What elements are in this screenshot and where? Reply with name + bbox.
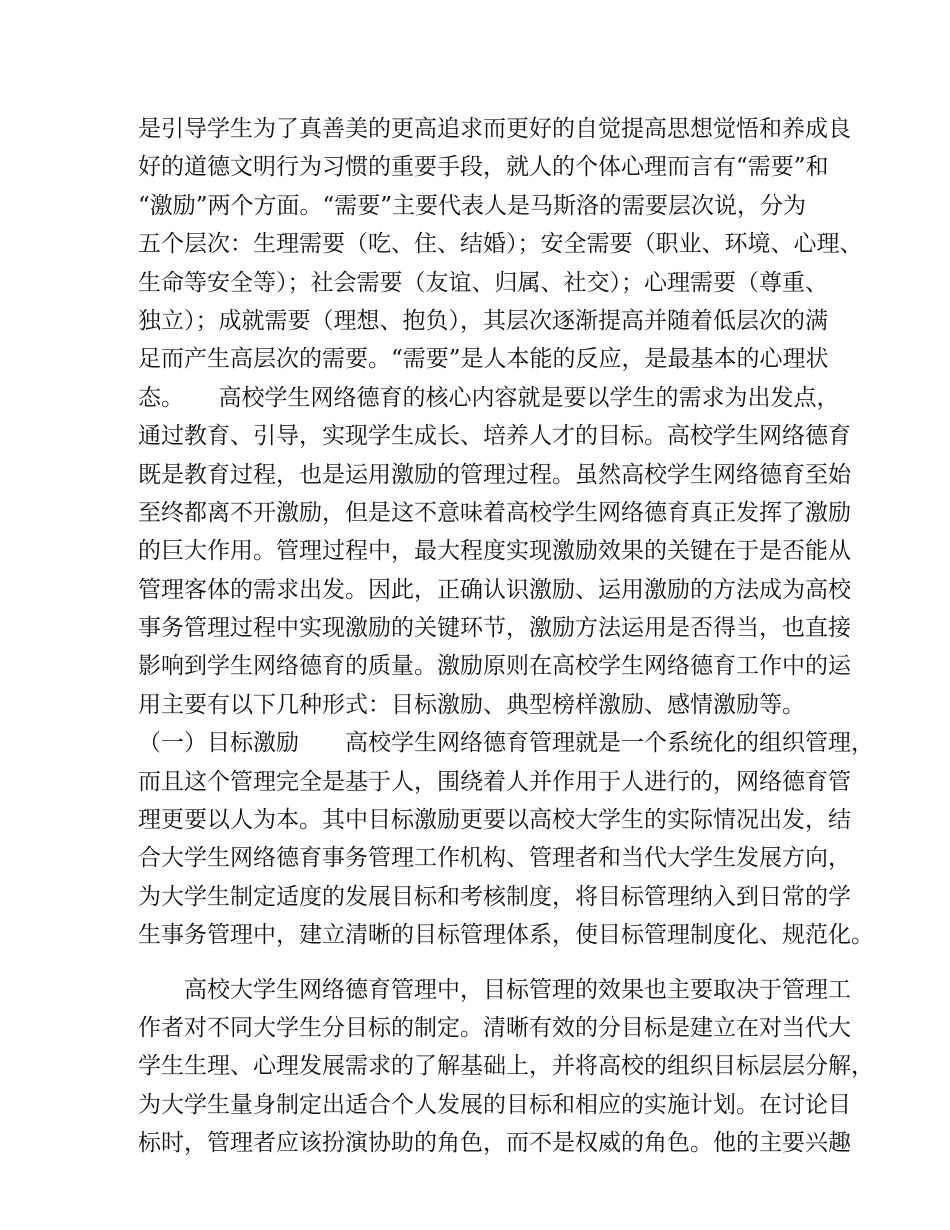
text-line: 生事务管理中，建立清晰的目标管理体系，使目标管理制度化、规范化。 bbox=[138, 922, 874, 949]
text-line: 生命等安全等）；社会需要（友谊、归属、社交）；心理需要（尊重、 bbox=[138, 269, 828, 296]
text-line: 理更要以人为本。其中目标激励更要以高校大学生的实际情况出发，结 bbox=[138, 807, 851, 834]
text-line: 通过教育、引导，实现学生成长、培养人才的目标。高校学生网络德育 bbox=[138, 423, 851, 450]
text-line: 的巨大作用。管理过程中，最大程度实现激励效果的关键在于是否能从 bbox=[138, 538, 851, 565]
body-text bbox=[138, 110, 874, 1163]
text-line: 既是教育过程，也是运用激励的管理过程。虽然高校学生网络德育至始 bbox=[138, 461, 851, 488]
text-line: 管理客体的需求出发。因此，正确认识激励、运用激励的方法成为高校 bbox=[138, 576, 851, 603]
text-line: 足而产生高层次的需要。“需要”是人本能的反应，是最基本的心理状 bbox=[138, 346, 829, 373]
text-line: （一）目标激励 高校学生网络德育管理就是一个系统化的组织管理， bbox=[138, 730, 874, 757]
text-line: 好的道德文明行为习惯的重要手段，就人的个体心理而言有“需要”和 bbox=[138, 154, 829, 181]
text-line: 用主要有以下几种形式：目标激励、典型榜样激励、感情激励等。 bbox=[138, 691, 805, 718]
text-line: 作者对不同大学生分目标的制定。清晰有效的分目标是建立在对当代大 bbox=[138, 1014, 851, 1041]
text-line: 影响到学生网络德育的质量。激励原则在高校学生网络德育工作中的运 bbox=[138, 653, 851, 680]
text-line: 合大学生网络德育事务管理工作机构、管理者和当代大学生发展方向， bbox=[138, 845, 851, 872]
text-line: 为大学生量身制定出适合个人发展的目标和相应的实施计划。在讨论目 bbox=[138, 1091, 851, 1118]
text-line: 五个层次：生理需要（吃、住、结婚）；安全需要（职业、环境、心理、 bbox=[138, 231, 863, 258]
paragraph-gap bbox=[138, 955, 838, 971]
text-line: “激励”两个方面。“需要”主要代表人是马斯洛的需要层次说，分为 bbox=[138, 192, 807, 219]
text-line: 而且这个管理完全是基于人，围绕着人并作用于人进行的，网络德育管 bbox=[138, 768, 851, 795]
text-line: 学生生理、心理发展需求的了解基础上，并将高校的组织目标层层分解， bbox=[138, 1053, 874, 1080]
text-line: 为大学生制定适度的发展目标和考核制度，将目标管理纳入到日常的学 bbox=[138, 883, 851, 910]
text-line: 事务管理过程中实现激励的关键环节，激励方法运用是否得当，也直接 bbox=[138, 615, 851, 642]
text-line: 是引导学生为了真善美的更高追求而更好的自觉提高思想觉悟和养成良 bbox=[138, 116, 851, 142]
text-line: 至终都离不开激励，但是这不意味着高校学生网络德育真正发挥了激励 bbox=[138, 499, 851, 526]
text-line: 高校大学生网络德育管理中，目标管理的效果也主要取决于管理工 bbox=[138, 976, 851, 1003]
text-line: 标时，管理者应该扮演协助的角色，而不是权威的角色。他的主要兴趣 bbox=[138, 1130, 851, 1157]
text-line: 独立）；成就需要（理想、抱负），其层次逐渐提高并随着低层次的满 bbox=[138, 307, 828, 334]
text-line: 态。 高校学生网络德育的核心内容就是要以学生的需求为出发点， bbox=[138, 384, 840, 411]
